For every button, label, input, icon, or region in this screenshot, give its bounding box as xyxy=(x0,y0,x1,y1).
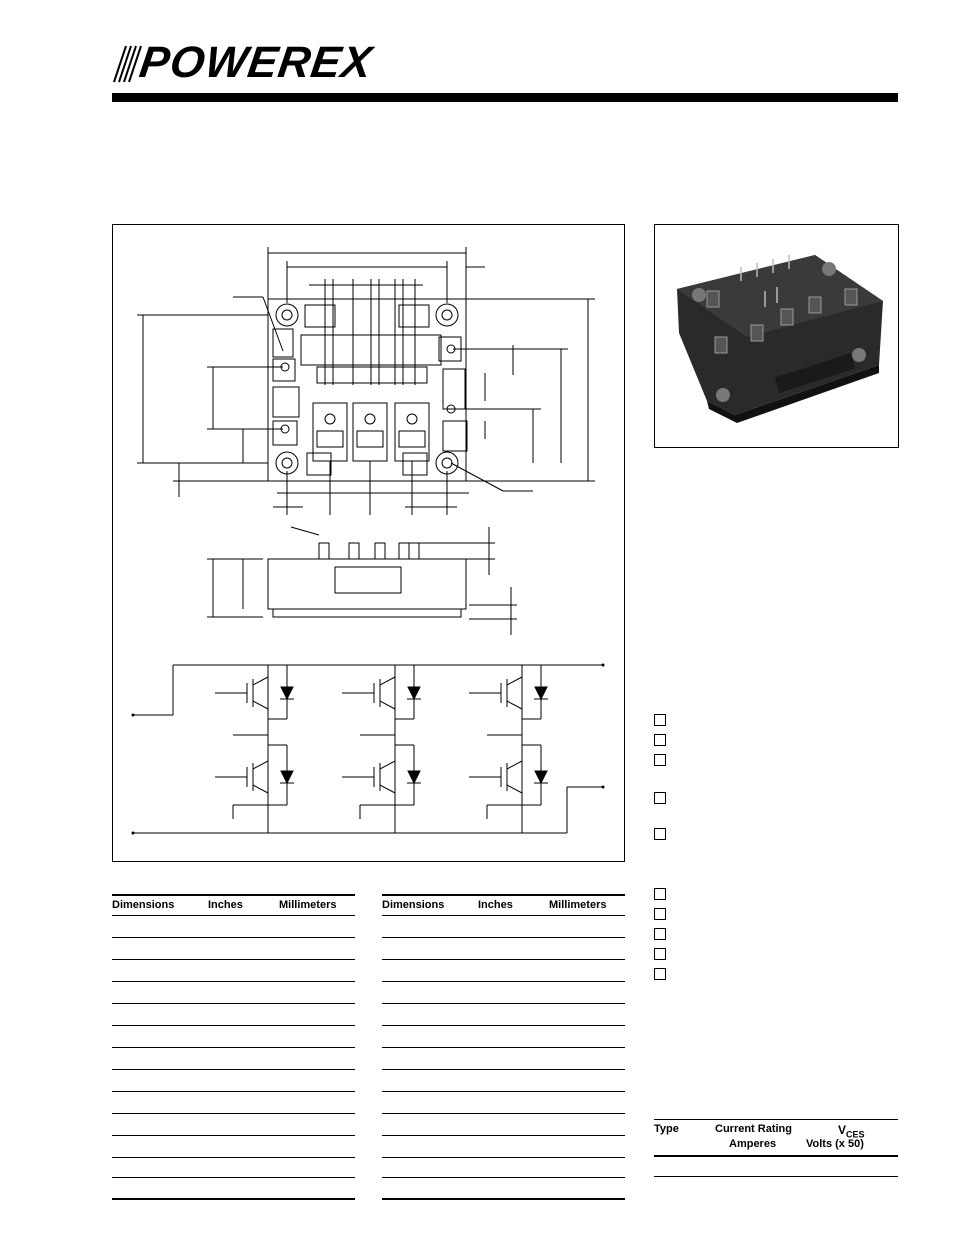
application-checkbox-3 xyxy=(654,928,666,940)
col-current-amperes: Amperes xyxy=(729,1138,777,1150)
igbt-module-photo xyxy=(655,225,898,447)
col-millimeters: Millimeters xyxy=(279,899,337,911)
feature-checkbox-1 xyxy=(654,714,666,726)
col-vces: $V_{CES}$ xyxy=(838,1123,865,1140)
feature-checkbox-4 xyxy=(654,792,666,804)
feature-checkbox-2 xyxy=(654,734,666,746)
col-dimensions: Dimensions xyxy=(382,899,445,911)
col-inches: Inches xyxy=(208,899,243,911)
col-dimensions: Dimensions xyxy=(112,899,175,911)
application-checkbox-2 xyxy=(654,908,666,920)
col-millimeters: Millimeters xyxy=(549,899,607,911)
application-checkbox-1 xyxy=(654,888,666,900)
application-checkbox-5 xyxy=(654,968,666,980)
col-current-rating: Current Rating xyxy=(715,1123,792,1135)
application-checkbox-4 xyxy=(654,948,666,960)
outline-drawing-box xyxy=(112,224,625,862)
feature-checkbox-5 xyxy=(654,828,666,840)
header-rule xyxy=(112,93,898,102)
col-vces-volts: Volts (x 50) xyxy=(806,1138,864,1150)
powerex-logo: POWEREX xyxy=(136,38,376,87)
outline-drawing xyxy=(113,225,624,861)
product-photo-box xyxy=(654,224,899,448)
col-inches: Inches xyxy=(478,899,513,911)
feature-checkbox-3 xyxy=(654,754,666,766)
col-type: Type xyxy=(654,1123,679,1135)
